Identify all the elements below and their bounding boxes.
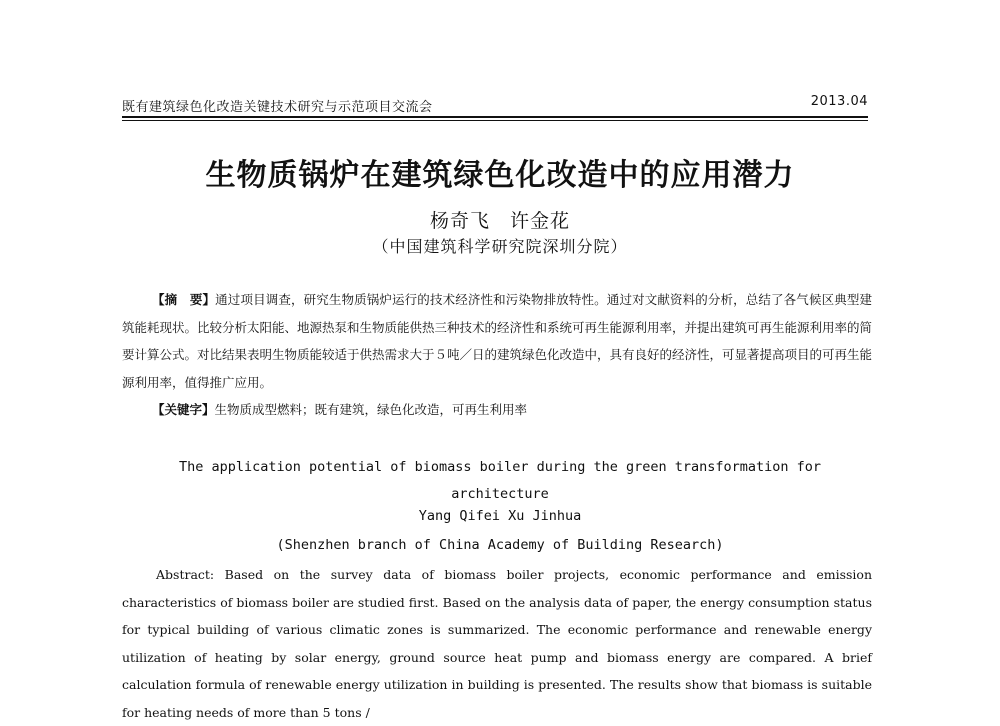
keywords-text: 生物质成型燃料；既有建筑，绿色化改造，可再生利用率: [214, 402, 528, 417]
issue-number: 2013.04: [810, 94, 868, 109]
abstract-label: 【摘 要】: [152, 292, 216, 307]
header-rule-thick: [122, 116, 868, 118]
affiliation: （中国建筑科学研究院深圳分院）: [372, 237, 628, 256]
keywords-paragraph: [122, 396, 872, 424]
english-affiliation: (Shenzhen branch of China Academy of Building Research): [276, 537, 724, 553]
journal-name: 既有建筑绿色化改造关键技术研究与示范项目交流会: [122, 100, 433, 115]
english-abstract-text: Abstract: Based on the survey data of biomass boiler projects, economic performance and emission characteristics of biomass boiler are studied first. Based on the analysis data of paper, the energy consumption status for typical building of various climatic zones is summarized. The economic performance and renewable energy utilization of heating by solar energy, ground source heat pump and biomass energy are compared. A brief calculation formula of renewable energy utilization in building is presented. The results show that biomass is suitable for heating needs of more than 5 tons /: [122, 567, 872, 720]
english-title: The application potential of biomass boiler during the green transformation for architecture: [178, 459, 822, 502]
chinese-abstract: [122, 286, 872, 424]
english-authors: Yang Qifei Xu Jinhua: [418, 508, 582, 524]
running-header: [122, 92, 868, 114]
authors: 杨奇飞 许金花: [429, 210, 570, 232]
abstract-text: 通过项目调查，研究生物质锅炉运行的技术经济性和污染物排放特性。通过对文献资料的分析，总结了各气候区典型建筑能耗现状。比较分析太阳能、地源热泵和生物质能供热三种技术的经济性和系统可再生能源利用率，并提出建筑可再生能源利用率的简要计算公式。对比结果表明生物质能较适于供热需求大于５吨／日的建筑绿色化改造中，具有良好的经济性，可显著提高项目的可再生能源利用率，值得推广应用。: [122, 292, 873, 390]
paper-title: 生物质锅炉在建筑绿色化改造中的应用潜力: [205, 158, 795, 193]
english-abstract: [122, 561, 872, 726]
abstract-paragraph: [122, 286, 872, 396]
header-rule-thin: [122, 120, 868, 121]
keywords-label: 【关键字】: [152, 402, 215, 417]
